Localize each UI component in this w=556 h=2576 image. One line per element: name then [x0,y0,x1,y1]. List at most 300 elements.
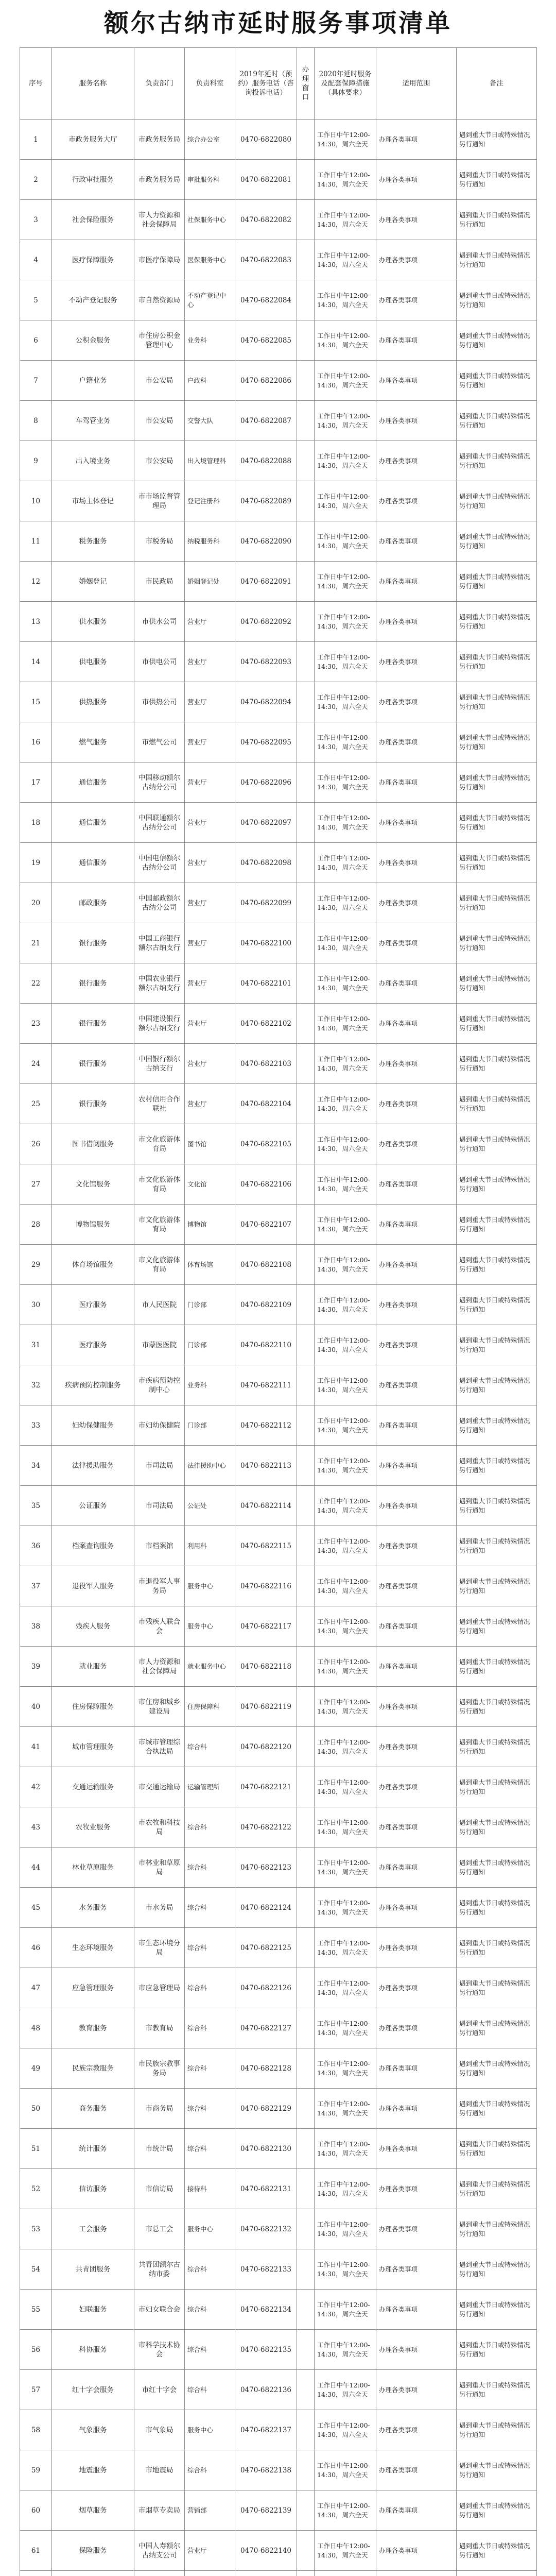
row-phone: 0470-6822139 [235,2490,297,2531]
row-department: 市水务局 [134,1888,185,1928]
table-body [20,120,537,2576]
table-row [20,1004,537,1044]
row-window [297,1004,315,1044]
row-responsible: 体育场馆 [185,1245,235,1285]
row-scope: 办理各类事项 [376,2129,457,2169]
row-phone: 0470-6822099 [235,883,297,923]
row-window [297,682,315,722]
row-responsible: 运输管理所 [185,1767,235,1807]
row-responsible [185,2571,235,2576]
row-window [297,2531,315,2571]
row-index: 34 [20,1446,52,1486]
row-window [297,722,315,762]
row-phone: 0470-6822133 [235,2249,297,2290]
row-window [297,843,315,883]
row-department: 市总工会 [134,2209,185,2249]
row-service-name: 文化馆服务 [52,1164,134,1205]
row-scope: 办理各类事项 [376,2249,457,2290]
row-scope: 办理各类事项 [376,1004,457,1044]
table-row [20,120,537,160]
row-window [297,521,315,562]
row-service-name: 图书借阅服务 [52,1124,134,1164]
row-service-time: 工作日中午12:00-14:30，周六全天 [315,963,376,1004]
table-row [20,1405,537,1446]
row-scope: 办理各类事项 [376,562,457,602]
row-remark: 遇到重大节日或特殊情况另行通知 [457,2490,537,2531]
row-phone: 0470-6822127 [235,2008,297,2048]
row-window [297,2008,315,2048]
row-window [297,1526,315,1566]
row-remark: 遇到重大节日或特殊情况另行通知 [457,1968,537,2008]
row-responsible: 社保服务中心 [185,200,235,240]
row-remark: 遇到重大节日或特殊情况另行通知 [457,1647,537,1687]
row-service-name: 共青团服务 [52,2249,134,2290]
header-window: 办理窗口 [297,48,315,120]
row-scope: 办理各类事项 [376,602,457,642]
row-department: 中国建设银行额尔古纳支行 [134,1004,185,1044]
row-remark: 遇到重大节日或特殊情况另行通知 [457,2330,537,2370]
row-index: 26 [20,1124,52,1164]
row-service-time: 工作日中午12:00-14:30，周六全天 [315,803,376,843]
row-window [297,883,315,923]
row-service-time: 工作日中午12:00-14:30，周六全天 [315,1606,376,1647]
row-phone: 0470-6822134 [235,2290,297,2330]
row-scope: 办理各类事项 [376,2089,457,2129]
row-department: 市税务局 [134,521,185,562]
row-phone: 0470-6822132 [235,2209,297,2249]
row-responsible: 登记注册科 [185,481,235,521]
row-responsible: 住房保障科 [185,1687,235,1727]
row-window [297,562,315,602]
row-window [297,240,315,280]
row-service-name: 体育场馆服务 [52,1245,134,1285]
row-scope: 办理各类事项 [376,1205,457,1245]
row-responsible: 营业厅 [185,963,235,1004]
table-row [20,642,537,682]
row-department: 市信访局 [134,2169,185,2209]
row-service-name: 保险服务 [52,2531,134,2571]
row-scope: 办理各类事项 [376,1727,457,1767]
row-service-time: 工作日中午12:00-14:30，周六全天 [315,120,376,160]
row-service-time: 工作日中午12:00-14:30，周六全天 [315,521,376,562]
row-service-time: 工作日中午12:00-14:30，周六全天 [315,923,376,963]
row-window [297,2290,315,2330]
table-row [20,2370,537,2410]
table-row [20,1164,537,1205]
row-responsible: 综合科 [185,2290,235,2330]
row-window [297,602,315,642]
row-department: 市自然资源局 [134,280,185,320]
row-responsible: 综合科 [185,1928,235,1968]
table-row [20,1486,537,1526]
row-scope: 办理各类事项 [376,1767,457,1807]
row-window [297,1044,315,1084]
row-index: 58 [20,2410,52,2450]
row-phone: 0470-6822140 [235,2531,297,2571]
row-window [297,2571,315,2576]
row-phone: 0470-6822090 [235,521,297,562]
row-scope: 办理各类事项 [376,521,457,562]
row-department: 市司法局 [134,1446,185,1486]
row-responsible: 综合科 [185,1848,235,1888]
row-service-name: 就业服务 [52,1647,134,1687]
row-index: 22 [20,963,52,1004]
row-department [134,2571,185,2576]
row-remark: 遇到重大节日或特殊情况另行通知 [457,2249,537,2290]
row-index: 23 [20,1004,52,1044]
table-row [20,280,537,320]
row-responsible: 出入境管理科 [185,441,235,481]
row-department: 市医疗保障局 [134,240,185,280]
row-responsible: 综合办公室 [185,120,235,160]
row-service-name: 地震服务 [52,2450,134,2490]
row-service-name: 出入境业务 [52,441,134,481]
row-remark: 遇到重大节日或特殊情况另行通知 [457,1727,537,1767]
row-service-time: 工作日中午12:00-14:30，周六全天 [315,1687,376,1727]
row-service-name [52,2571,134,2576]
row-responsible: 营业厅 [185,923,235,963]
row-responsible: 文化馆 [185,1164,235,1205]
row-scope: 办理各类事项 [376,481,457,521]
table-row [20,1606,537,1647]
row-scope: 办理各类事项 [376,1687,457,1727]
row-phone: 0470-6822083 [235,240,297,280]
table-row [20,2008,537,2048]
row-scope [376,2571,457,2576]
row-index: 7 [20,361,52,401]
row-index: 40 [20,1687,52,1727]
table-row [20,1767,537,1807]
row-department: 市烟草专卖局 [134,2490,185,2531]
row-service-name: 烟草服务 [52,2490,134,2531]
row-remark: 遇到重大节日或特殊情况另行通知 [457,481,537,521]
row-index: 9 [20,441,52,481]
row-scope: 办理各类事项 [376,1848,457,1888]
table-row [20,1807,537,1848]
row-index: 33 [20,1405,52,1446]
row-phone: 0470-6822121 [235,1767,297,1807]
row-window [297,1687,315,1727]
row-index: 45 [20,1888,52,1928]
table-row [20,1928,537,1968]
row-service-time: 工作日中午12:00-14:30，周六全天 [315,1205,376,1245]
row-window [297,2129,315,2169]
row-index: 30 [20,1285,52,1325]
row-phone: 0470-6822117 [235,1606,297,1647]
row-phone: 0470-6822113 [235,1446,297,1486]
row-phone: 0470-6822101 [235,963,297,1004]
row-remark: 遇到重大节日或特殊情况另行通知 [457,2450,537,2490]
row-department: 共青团额尔古纳市委 [134,2249,185,2290]
row-scope: 办理各类事项 [376,1928,457,1968]
row-responsible: 综合科 [185,2089,235,2129]
row-department: 市残疾人联合会 [134,1606,185,1647]
row-service-time: 工作日中午12:00-14:30，周六全天 [315,441,376,481]
row-phone: 0470-6822119 [235,1687,297,1727]
row-service-time: 工作日中午12:00-14:30，周六全天 [315,682,376,722]
row-responsible: 综合科 [185,1807,235,1848]
row-scope: 办理各类事项 [376,1968,457,2008]
row-index: 42 [20,1767,52,1807]
row-index: 53 [20,2209,52,2249]
row-window [297,1325,315,1365]
row-scope: 办理各类事项 [376,2531,457,2571]
row-responsible: 户政科 [185,361,235,401]
row-responsible: 纳税服务科 [185,521,235,562]
row-department: 市退役军人事务局 [134,1566,185,1606]
row-window [297,2410,315,2450]
row-phone: 0470-6822125 [235,1928,297,1968]
table-row [20,963,537,1004]
row-service-name: 气象服务 [52,2410,134,2450]
row-service-name: 公证服务 [52,1486,134,1526]
row-phone: 0470-6822102 [235,1004,297,1044]
row-remark: 遇到重大节日或特殊情况另行通知 [457,1687,537,1727]
row-index: 50 [20,2089,52,2129]
row-department: 市蒙医医院 [134,1325,185,1365]
row-phone: 0470-6822105 [235,1124,297,1164]
row-responsible: 就业服务中心 [185,1647,235,1687]
table-row [20,240,537,280]
row-index: 36 [20,1526,52,1566]
table-row [20,2048,537,2089]
row-remark: 遇到重大节日或特殊情况另行通知 [457,1285,537,1325]
row-scope: 办理各类事项 [376,1606,457,1647]
row-remark: 遇到重大节日或特殊情况另行通知 [457,2410,537,2450]
header-phone: 2019年延时（预约）服务电话（咨询投诉电话） [235,48,297,120]
row-window [297,1245,315,1285]
row-index: 44 [20,1848,52,1888]
row-service-name: 妇幼保健服务 [52,1405,134,1446]
row-service-time: 工作日中午12:00-14:30，周六全天 [315,722,376,762]
row-remark: 遇到重大节日或特殊情况另行通知 [457,200,537,240]
row-service-time: 工作日中午12:00-14:30，周六全天 [315,1124,376,1164]
row-service-name: 统计服务 [52,2129,134,2169]
row-scope: 办理各类事项 [376,1807,457,1848]
row-service-name: 信访服务 [52,2169,134,2209]
table-row [20,401,537,441]
row-window [297,1446,315,1486]
row-responsible: 审批服务科 [185,160,235,200]
row-window [297,441,315,481]
row-window [297,1647,315,1687]
row-scope: 办理各类事项 [376,441,457,481]
row-remark: 遇到重大节日或特殊情况另行通知 [457,722,537,762]
row-service-name: 商务服务 [52,2089,134,2129]
row-service-time: 工作日中午12:00-14:30，周六全天 [315,602,376,642]
row-remark: 遇到重大节日或特殊情况另行通知 [457,1245,537,1285]
row-window [297,2169,315,2209]
row-phone [235,2571,297,2576]
row-responsible: 公证处 [185,1486,235,1526]
row-remark [457,2571,537,2576]
row-remark: 遇到重大节日或特殊情况另行通知 [457,803,537,843]
row-phone: 0470-6822103 [235,1044,297,1084]
row-window [297,1968,315,2008]
table-row [20,883,537,923]
row-responsible: 服务中心 [185,1606,235,1647]
row-department: 市政务服务局 [134,160,185,200]
row-responsible: 业务科 [185,1365,235,1405]
row-service-name: 教育服务 [52,2008,134,2048]
row-service-name: 燃气服务 [52,722,134,762]
row-scope: 办理各类事项 [376,722,457,762]
row-scope: 办理各类事项 [376,2008,457,2048]
table-row [20,2490,537,2531]
header-scope: 适用范围 [376,48,457,120]
row-responsible: 综合科 [185,2048,235,2089]
row-scope: 办理各类事项 [376,2370,457,2410]
row-phone: 0470-6822100 [235,923,297,963]
row-index: 15 [20,682,52,722]
row-service-time: 工作日中午12:00-14:30，周六全天 [315,1807,376,1848]
row-scope: 办理各类事项 [376,2330,457,2370]
row-department: 市供水公司 [134,602,185,642]
row-index: 59 [20,2450,52,2490]
row-window [297,1767,315,1807]
row-phone: 0470-6822112 [235,1405,297,1446]
table-row [20,2290,537,2330]
row-window [297,1084,315,1124]
row-service-time [315,2571,376,2576]
row-service-name: 法律援助服务 [52,1446,134,1486]
row-window [297,2048,315,2089]
row-index: 13 [20,602,52,642]
row-department: 中国工商银行额尔古纳支行 [134,923,185,963]
row-phone: 0470-6822085 [235,320,297,361]
row-service-time: 工作日中午12:00-14:30，周六全天 [315,2410,376,2450]
row-index: 49 [20,2048,52,2089]
table-row [20,722,537,762]
row-phone: 0470-6822088 [235,441,297,481]
row-responsible: 营业厅 [185,843,235,883]
row-scope: 办理各类事项 [376,1245,457,1285]
row-responsible: 营业厅 [185,803,235,843]
row-remark: 遇到重大节日或特殊情况另行通知 [457,2209,537,2249]
row-window [297,401,315,441]
row-remark: 遇到重大节日或特殊情况另行通知 [457,963,537,1004]
row-service-time: 工作日中午12:00-14:30，周六全天 [315,401,376,441]
table-row [20,521,537,562]
row-window [297,1606,315,1647]
row-department: 市地震局 [134,2450,185,2490]
table-row [20,361,537,401]
row-service-time: 工作日中午12:00-14:30，周六全天 [315,2330,376,2370]
row-service-name: 市场主体登记 [52,481,134,521]
row-responsible: 营业厅 [185,1004,235,1044]
row-scope: 办理各类事项 [376,2490,457,2531]
row-phone: 0470-6822082 [235,200,297,240]
row-scope: 办理各类事项 [376,240,457,280]
row-service-time: 工作日中午12:00-14:30，周六全天 [315,2490,376,2531]
table-row [20,320,537,361]
row-index: 32 [20,1365,52,1405]
row-scope: 办理各类事项 [376,1325,457,1365]
row-service-time: 工作日中午12:00-14:30，周六全天 [315,1285,376,1325]
row-scope: 办理各类事项 [376,401,457,441]
row-remark: 遇到重大节日或特殊情况另行通知 [457,1888,537,1928]
row-index: 57 [20,2370,52,2410]
table-row [20,1687,537,1727]
row-window [297,200,315,240]
row-index: 24 [20,1044,52,1084]
row-department: 市商务局 [134,2089,185,2129]
row-index: 10 [20,481,52,521]
table-row [20,2089,537,2129]
table-row [20,1446,537,1486]
table-row [20,682,537,722]
row-index [20,2571,52,2576]
row-remark: 遇到重大节日或特殊情况另行通知 [457,1606,537,1647]
row-window [297,2330,315,2370]
row-phone: 0470-6822110 [235,1325,297,1365]
row-service-name: 林业草原服务 [52,1848,134,1888]
row-index: 46 [20,1928,52,1968]
row-responsible: 服务中心 [185,1566,235,1606]
row-scope: 办理各类事项 [376,883,457,923]
row-service-time: 工作日中午12:00-14:30，周六全天 [315,2290,376,2330]
row-service-name: 科协服务 [52,2330,134,2370]
table-row [20,1044,537,1084]
row-department: 市文化旅游体育局 [134,1245,185,1285]
row-phone: 0470-6822096 [235,762,297,803]
row-remark: 遇到重大节日或特殊情况另行通知 [457,1084,537,1124]
table-row [20,803,537,843]
row-department: 市妇幼保健院 [134,1405,185,1446]
row-responsible: 门诊部 [185,1285,235,1325]
row-service-name: 通信服务 [52,762,134,803]
row-responsible: 交警大队 [185,401,235,441]
row-index: 39 [20,1647,52,1687]
row-service-name: 车驾管业务 [52,401,134,441]
row-department: 市红十字会 [134,2370,185,2410]
row-phone: 0470-6822136 [235,2370,297,2410]
row-service-time: 工作日中午12:00-14:30，周六全天 [315,1566,376,1606]
table-row [20,1727,537,1767]
row-service-name: 生态环境服务 [52,1928,134,1968]
row-window [297,2450,315,2490]
row-phone: 0470-6822093 [235,642,297,682]
row-phone: 0470-6822089 [235,481,297,521]
row-remark: 遇到重大节日或特殊情况另行通知 [457,883,537,923]
row-scope: 办理各类事项 [376,1164,457,1205]
row-responsible: 营业厅 [185,682,235,722]
table-row [20,2209,537,2249]
row-department: 中国人寿额尔古纳支公司 [134,2531,185,2571]
table-row [20,200,537,240]
row-window [297,2209,315,2249]
row-window [297,1807,315,1848]
row-index: 21 [20,923,52,963]
row-index: 1 [20,120,52,160]
table-row [20,1888,537,1928]
row-phone: 0470-6822084 [235,280,297,320]
row-remark: 遇到重大节日或特殊情况另行通知 [457,1526,537,1566]
row-index: 61 [20,2531,52,2571]
row-phone: 0470-6822135 [235,2330,297,2370]
row-responsible: 营业厅 [185,722,235,762]
row-responsible: 婚姻登记处 [185,562,235,602]
row-responsible: 业务科 [185,320,235,361]
row-phone: 0470-6822087 [235,401,297,441]
row-index: 19 [20,843,52,883]
row-service-time: 工作日中午12:00-14:30，周六全天 [315,1446,376,1486]
row-window [297,1486,315,1526]
row-responsible: 法律援助中心 [185,1446,235,1486]
row-index: 41 [20,1727,52,1767]
row-department: 市统计局 [134,2129,185,2169]
row-phone: 0470-6822115 [235,1526,297,1566]
